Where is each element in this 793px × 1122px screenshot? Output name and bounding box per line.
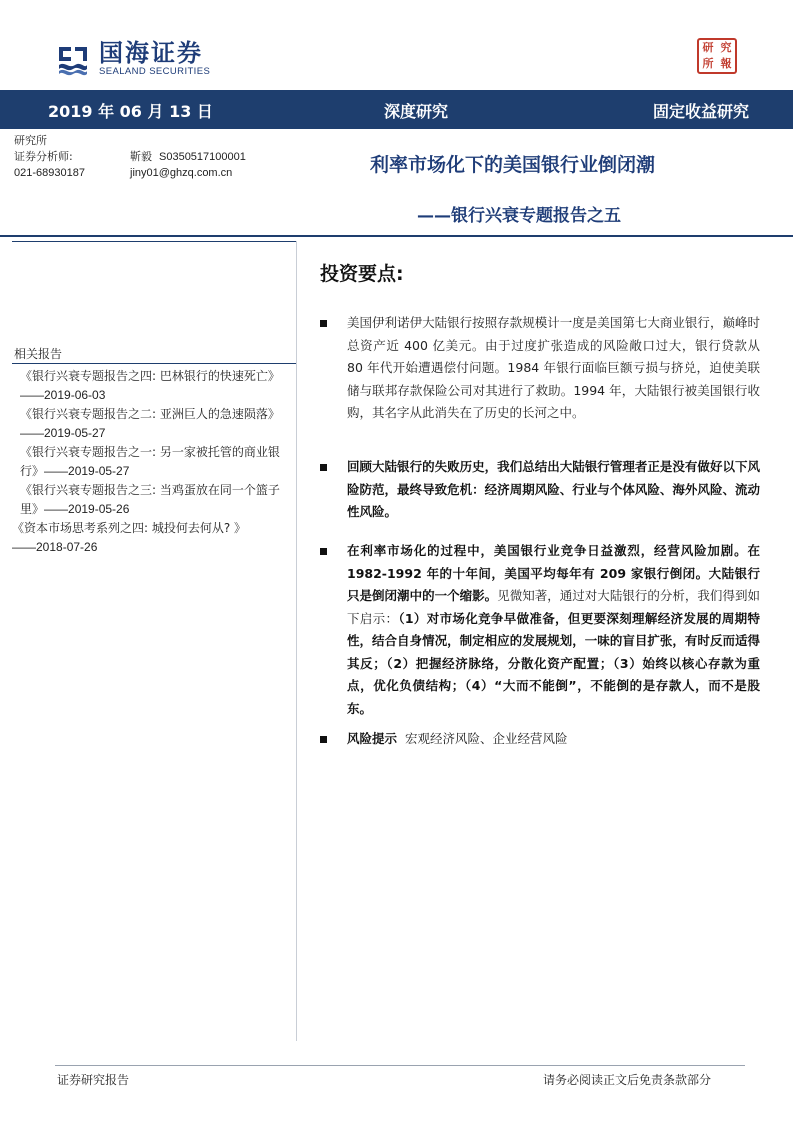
highlight-item xyxy=(320,312,760,425)
header-divider xyxy=(0,235,793,237)
research-institute-seal: 研 究 所 報 xyxy=(697,38,737,74)
report-date: 2019 年 06 月 13 日 xyxy=(48,102,213,121)
highlight-text: 美国伊利诺伊大陆银行按照存款规模计一度是美国第七大商业银行，巅峰时总资产近 400 亿美元。由于过度扩张造成的风险敞口过大，银行贷款从 80 年代开始遭遇偿付问题。1984 年银行面临巨额亏损与挤兑，迫使美联储与联邦存款保险公司对其进行了救助。1994 年，大陆银行被美国银行收购，其名字从此消失在了历史的长河之中。 xyxy=(347,315,760,420)
analyst-info xyxy=(14,133,246,181)
highlight-text: 在利率市场化的过程中，美国银行业竞争日益激烈，经营风险加剧。在 1982-1992 年的十年间，美国平均每年有 209 家银行倒闭。大陆银行只是倒闭潮中的一个缩影。见微知著，通过对大陆银行的分析，我们得到如下启示：（1）对市场化竞争早做准备，但更要深刻理解经济发展的周期特性，结合自身情况，制定相应的发展规划，一味的盲目扩张，有时反而适得其反；（2）把握经济脉络，分散化资产配置；（3）始终以核心存款为重点，优化负债结构；（4）“大而不能倒”，不能倒的是存款人，而不是股东。 xyxy=(347,543,760,716)
footer-disclaimer-note: 请务必阅读正文后免责条款部分 xyxy=(543,1073,712,1087)
report-type: 深度研究 xyxy=(384,102,449,121)
analyst-email[interactable]: jiny01@ghzq.com.cn xyxy=(130,167,233,179)
company-logo xyxy=(55,40,210,77)
bullet-square-icon xyxy=(320,320,327,327)
related-report-item[interactable]: 《资本市场思考系列之四: 城投何去何从? 》 ——2018-07-26 xyxy=(12,521,247,554)
bullet-square-icon xyxy=(320,548,327,555)
bullet-square-icon xyxy=(320,464,327,471)
sealand-logo-icon xyxy=(55,41,91,77)
report-subtitle: ——银行兴衰专题报告之五 xyxy=(417,206,621,226)
related-reports-list xyxy=(12,367,296,557)
related-report-item[interactable]: 《银行兴衰专题报告之一: 另一家被托管的商业银行》——2019-05-27 xyxy=(20,445,280,478)
highlight-text: 回顾大陆银行的失败历史，我们总结出大陆银行管理者正是没有做好以下风险防范，最终导致危机：经济周期风险、行业与个体风险、海外风险、流动性风险。 xyxy=(347,459,760,519)
related-reports-divider xyxy=(12,363,296,364)
risk-warning: 风险提示 宏观经济风险、企业经营风险 xyxy=(347,731,568,746)
report-title: 利率市场化下的美国银行业倒闭潮 xyxy=(370,154,656,176)
related-report-item[interactable]: 《银行兴衰专题报告之三: 当鸡蛋放在同一个篮子里》——2019-05-26 xyxy=(20,483,280,516)
sidebar-divider xyxy=(12,241,296,242)
institute-label: 研究所 xyxy=(14,134,47,147)
related-report-item[interactable]: 《银行兴衰专题报告之二: 亚洲巨人的急速陨落》——2019-05-27 xyxy=(20,407,280,440)
related-reports-heading: 相关报告 xyxy=(14,347,63,361)
report-category: 固定收益研究 xyxy=(653,102,750,121)
analyst-name: 靳毅 xyxy=(130,150,152,163)
bullet-square-icon xyxy=(320,736,327,743)
related-report-item[interactable]: 《银行兴衰专题报告之四: 巴林银行的快速死亡》——2019-06-03 xyxy=(20,369,280,402)
analyst-license-id: S0350517100001 xyxy=(159,151,246,163)
analyst-label: 证券分析师: xyxy=(14,150,73,163)
analyst-phone: 021-68930187 xyxy=(14,167,85,179)
highlight-item xyxy=(320,728,760,751)
footer-report-label: 证券研究报告 xyxy=(57,1073,130,1087)
column-divider xyxy=(296,241,297,1041)
logo-chinese-name: 国海证券 xyxy=(99,39,203,67)
report-header-bar xyxy=(0,90,793,129)
logo-english-name: SEALAND SECURITIES xyxy=(99,66,211,77)
highlight-item xyxy=(320,540,760,720)
footer-divider xyxy=(55,1065,745,1066)
highlight-item xyxy=(320,456,760,524)
investment-highlights-heading: 投资要点: xyxy=(320,263,404,285)
